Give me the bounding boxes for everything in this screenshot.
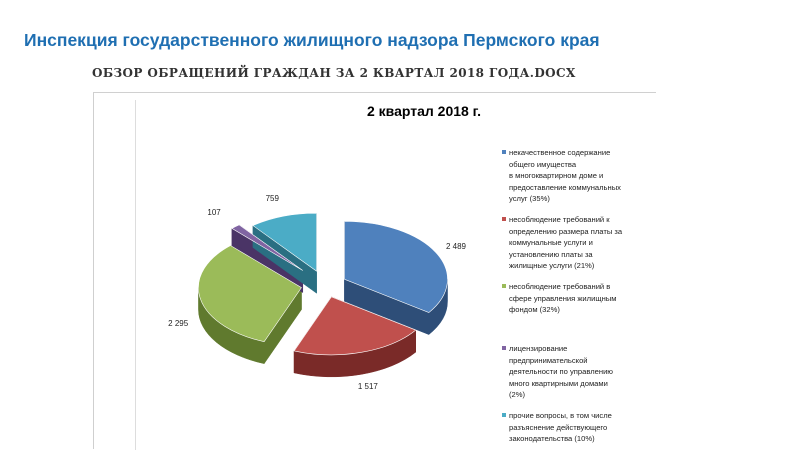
legend-label: лицензирование предпринимательской деятельности по управлению много квартирными домами (2%) [509, 344, 614, 399]
legend-label: несоблюдение требований в сфере управления жилищным фондом (32%) [509, 282, 617, 314]
chart-title: 2 квартал 2018 г. [366, 103, 482, 119]
pie-data-label: 107 [207, 208, 221, 218]
legend-label: несоблюдение требований к определению размера платы за коммунальные услуги и установлению платы за жилищные услуги (21%) [509, 215, 623, 270]
legend-swatch [502, 346, 506, 350]
pie-data-label: 1 517 [357, 382, 378, 392]
document-filename[interactable]: ОБЗОР ОБРАЩЕНИЙ ГРАЖДАН ЗА 2 КВАРТАЛ 2018 ГОДА.DOCX [92, 66, 576, 80]
pie-data-label: 759 [265, 194, 279, 204]
pie-data-label: 2 489 [445, 242, 467, 252]
legend-label: прочие вопросы, в том числе разъяснение действующего законодательства (10%) [509, 411, 612, 443]
legend-swatch [502, 413, 506, 417]
organization-title: Инспекция государственного жилищного надзора Пермского края [24, 30, 600, 50]
legend-swatch [502, 284, 506, 288]
legend-swatch [502, 217, 506, 221]
legend-swatch [502, 150, 506, 154]
legend-label: некачественное содержание общего имущества в многоквартирном доме и предоставление коммунальных услуг (35%) [509, 148, 621, 203]
pie-data-label: 2 295 [168, 318, 189, 328]
